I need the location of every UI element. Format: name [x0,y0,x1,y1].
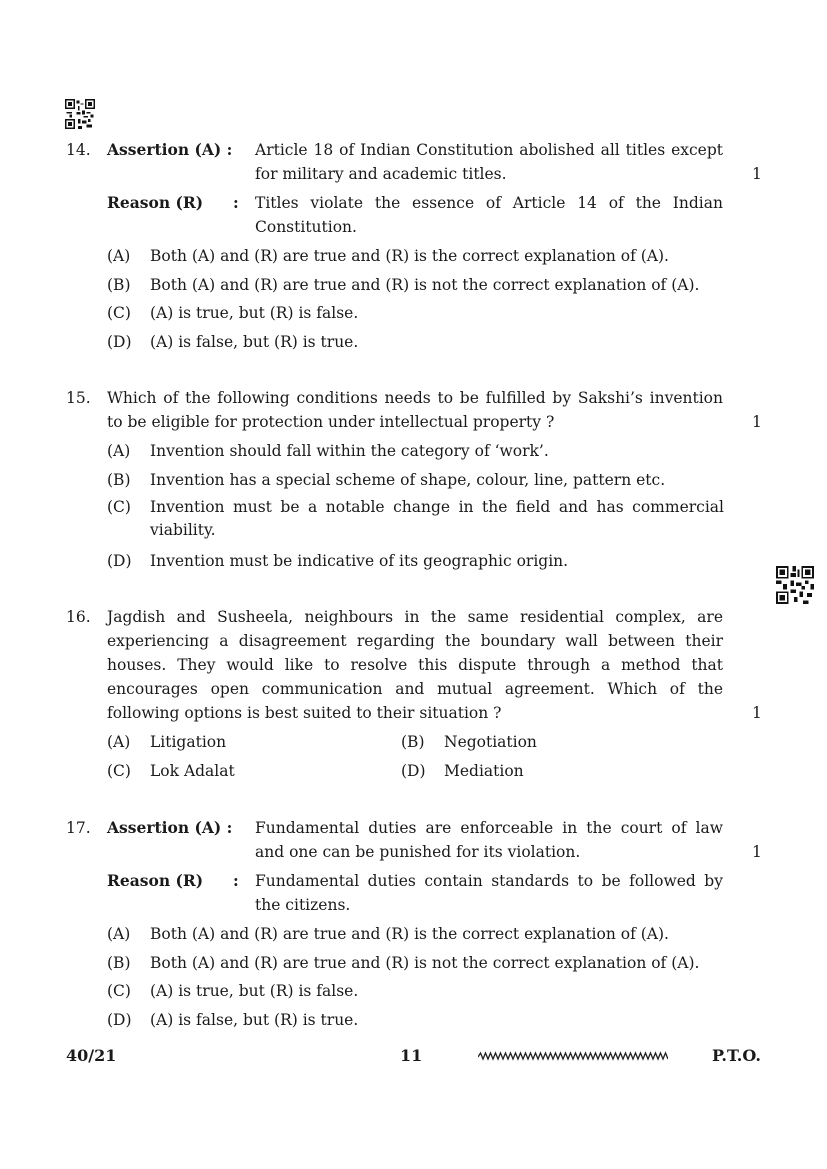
option-letter: (C) [107,304,131,322]
reason-colon: : [233,871,239,890]
option-letter: (C) [107,982,131,1000]
option-letter: (D) [107,552,132,570]
option-text: Lok Adalat [150,761,235,780]
question-number: 15. [66,389,91,407]
paper-code: 40/21 [66,1046,117,1065]
option-text: Litigation [150,733,227,751]
option [66,979,766,1008]
option-text: (A) is true, but (R) is false. [150,982,359,1000]
option-row [66,730,766,759]
option-letter: (A) [107,247,131,265]
option-text: (A) is false, but (R) is true. [150,1010,359,1029]
option-text: (A) is true, but (R) is false. [150,304,359,322]
option-letter: (B) [401,733,425,751]
assertion-text: Fundamental duties are enforceable in the court of law and one can be punished for its violation. [255,819,723,861]
option-letter: (D) [107,332,132,351]
wavy-line [478,1050,668,1064]
option-letter: (A) [107,733,131,751]
option-letter: (A) [107,925,131,943]
question-14 [66,138,766,358]
option-text: Invention has a special scheme of shape, colour, line, pattern etc. [150,470,666,489]
option-letter: (B) [107,470,131,489]
option-text: (A) is false, but (R) is true. [150,332,359,351]
option [66,922,766,951]
reason-row [66,191,766,239]
question-stem: Jagdish and Susheela, neighbours in the same residential complex, are experiencing a disagreement regarding the boundary wall between their houses. They would like to resolve this dispute through a method that encourages open communication and mutual agreement. Which of the following options is best suited to their situation ? [107,608,723,722]
option-letter: (C) [107,761,131,780]
option-text: Invention must be a notable change in the field and has commercial viability. [150,498,724,539]
option-letter: (D) [401,761,426,780]
qr-code-icon [776,566,814,604]
marks: 1 [752,165,762,183]
question-17 [66,816,766,1036]
reason-row [66,869,766,917]
option-row [66,759,766,788]
assertion-row [66,138,766,186]
option [66,301,766,330]
option-text: Mediation [444,761,524,780]
option-letter: (C) [107,498,131,516]
option [66,439,766,468]
option-letter: (B) [107,275,131,294]
option [66,496,766,549]
pto-label: P.T.O. [712,1046,761,1065]
option-text: Both (A) and (R) are true and (R) is not the correct explanation of (A). [150,275,700,294]
option [66,468,766,497]
marks: 1 [752,413,762,431]
option-text: Both (A) and (R) are true and (R) is the correct explanation of (A). [150,247,669,265]
option-text: Invention should fall within the category of ‘work’. [150,442,549,460]
option-letter: (A) [107,442,131,460]
question-16 [66,605,766,787]
marks: 1 [752,843,762,861]
reason-text: Titles violate the essence of Article 14 of the Indian Constitution. [255,194,723,236]
question-number: 16. [66,608,91,626]
reason-text: Fundamental duties contain standards to be followed by the citizens. [255,872,723,914]
option-text: Both (A) and (R) are true and (R) is the correct explanation of (A). [150,925,669,943]
qr-code-icon [65,99,95,129]
question-stem: Which of the following conditions needs to be fulfilled by Sakshi’s invention to be eligible for protection under intellectual property ? [107,389,723,431]
page-number: 11 [400,1046,423,1065]
option [66,1008,766,1037]
assertion-label: Assertion (A) : [107,818,233,837]
option [66,951,766,980]
question-15 [66,386,766,578]
option-letter: (D) [107,1010,132,1029]
reason-colon: : [233,193,239,212]
option [66,244,766,273]
question-number: 17. [66,819,91,837]
reason-label: Reason (R) [107,193,204,212]
assertion-text: Article 18 of Indian Constitution abolished all titles except for military and academic titles. [255,141,723,183]
option [66,549,766,578]
option-text: Negotiation [444,733,537,751]
option-text: Invention must be indicative of its geographic origin. [150,552,569,570]
option-text: Both (A) and (R) are true and (R) is not the correct explanation of (A). [150,953,700,972]
option-letter: (B) [107,953,131,972]
option [66,330,766,359]
assertion-label: Assertion (A) : [107,140,233,159]
assertion-row [66,816,766,864]
marks: 1 [752,704,762,722]
question-number: 14. [66,141,91,159]
option [66,273,766,302]
reason-label: Reason (R) [107,871,204,890]
